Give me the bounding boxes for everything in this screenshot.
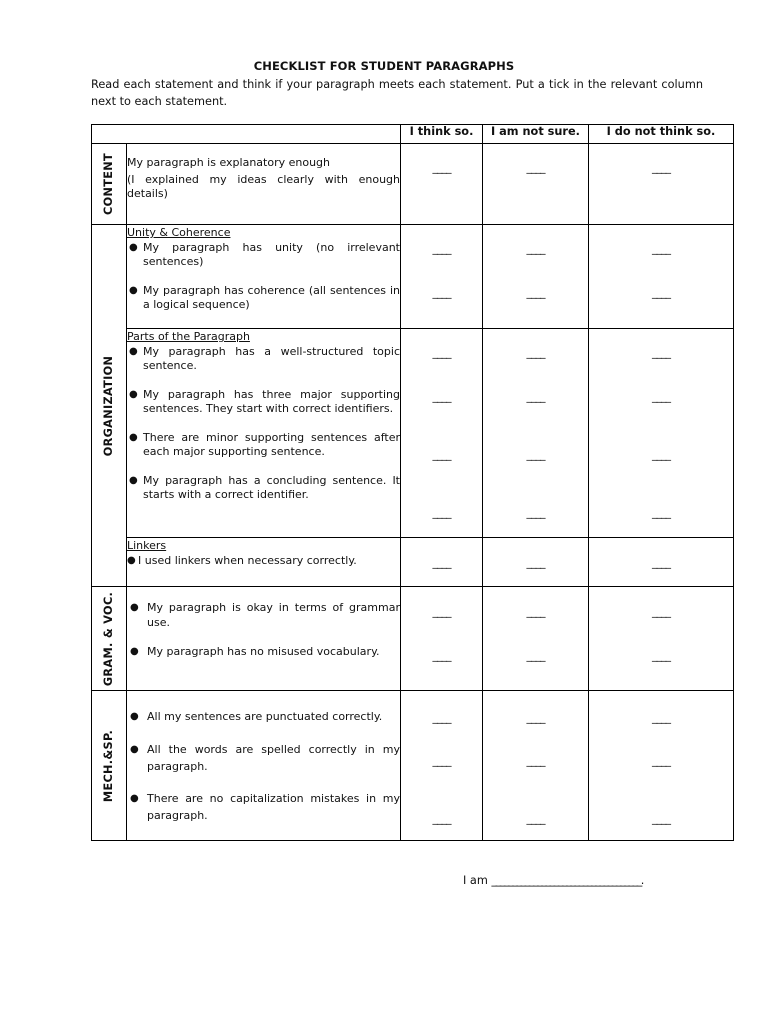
answer-blank: ____ (432, 812, 451, 825)
list-item (127, 554, 400, 569)
list-item (127, 241, 400, 270)
answer-cell[interactable] (483, 538, 589, 587)
statement-text: My paragraph has a concluding sentence. It starts with a correct identifier. (143, 473, 400, 501)
column-header-not-sure: I am not sure. (483, 125, 589, 144)
answer-cell[interactable] (589, 587, 734, 691)
answer-blank: ____ (652, 649, 670, 662)
list-item (127, 474, 400, 503)
subheading-linkers: Linkers (127, 539, 167, 552)
bullet-icon: ● (129, 388, 138, 400)
answer-blank: ____ (432, 649, 451, 662)
answer-cell[interactable] (589, 691, 734, 841)
answer-blank: ____ (526, 649, 545, 662)
header-row (92, 125, 734, 144)
answer-blank: ____ (652, 812, 670, 825)
bullet-icon: ● (127, 554, 136, 566)
statement-text: My paragraph has no misused vocabulary. (147, 645, 380, 658)
answer-blank: ____ (432, 286, 451, 299)
answer-blank: ____ (652, 346, 670, 359)
parts-row (92, 329, 734, 538)
statement-text: I used linkers when necessary correctly. (138, 553, 357, 567)
statement-text: My paragraph has three major supporting sentences. They start with correct identifiers. (143, 387, 400, 415)
answer-blank: ____ (652, 556, 670, 569)
list-item (127, 345, 400, 374)
parts-statement (127, 329, 401, 538)
answer-blank: ____ (432, 506, 451, 519)
answer-blank: ____ (526, 812, 545, 825)
list-item (127, 431, 400, 460)
category-label-mech-sp: MECH.&SP. (101, 729, 115, 802)
answer-blank: ____ (526, 390, 545, 403)
answer-blank: ____ (432, 161, 451, 174)
answer-blank: ____ (432, 556, 451, 569)
answer-blank: ____ (526, 286, 545, 299)
name-blank[interactable]: ____________________________________. (491, 874, 643, 887)
answer-cell[interactable] (401, 538, 483, 587)
content-row (92, 144, 734, 225)
statement-text: There are no capitalization mistakes in my paragraph. (147, 792, 400, 822)
category-label-content: CONTENT (101, 152, 115, 216)
category-gram-voc (92, 587, 127, 691)
answer-cell[interactable] (401, 144, 483, 225)
answer-cell[interactable] (401, 587, 483, 691)
answer-blank: ____ (432, 605, 451, 618)
answer-cell[interactable] (483, 691, 589, 841)
answer-cell[interactable] (401, 329, 483, 538)
linkers-statement (127, 538, 401, 587)
unity-row (92, 225, 734, 329)
gram-statement (127, 587, 401, 691)
statement-text: (I explained my ideas clearly with enough details) (127, 172, 400, 200)
list-item (127, 790, 400, 824)
bullet-icon: ● (130, 602, 139, 613)
answer-blank: ____ (526, 242, 545, 255)
answer-cell[interactable] (401, 225, 483, 329)
statement-text: My paragraph is explanatory enough (127, 156, 331, 169)
statement-text: My paragraph is okay in terms of grammar use. (147, 601, 400, 629)
bullet-icon: ● (129, 241, 138, 253)
answer-blank: ____ (526, 346, 545, 359)
subheading-unity: Unity & Coherence (127, 226, 231, 239)
list-item (127, 284, 400, 313)
answer-blank: ____ (526, 754, 545, 767)
answer-blank: ____ (526, 506, 545, 519)
list-item (127, 601, 400, 630)
answer-blank: ____ (526, 161, 545, 174)
statement-text: There are minor supporting sentences after each major supporting sentence. (143, 430, 400, 458)
bullet-icon: ● (129, 474, 138, 486)
answer-blank: ____ (652, 448, 670, 461)
category-label-gram-voc: GRAM. & VOC. (101, 591, 115, 686)
category-label-organization: ORGANIZATION (101, 355, 115, 456)
list-item (127, 708, 400, 725)
bullet-icon: ● (130, 793, 139, 804)
answer-blank: ____ (652, 286, 670, 299)
answer-blank: ____ (526, 605, 545, 618)
statement-text: My paragraph has unity (no irrelevant sentences) (143, 240, 400, 268)
answer-cell[interactable] (483, 144, 589, 225)
statement-text: My paragraph has a well-structured topic sentence. (143, 344, 400, 372)
answer-blank: ____ (432, 754, 451, 767)
category-organization (92, 225, 127, 587)
answer-cell[interactable] (401, 691, 483, 841)
statement-text: All the words are spelled correctly in my paragraph. (147, 743, 400, 773)
page-title: CHECKLIST FOR STUDENT PARAGRAPHS (253, 59, 515, 73)
unity-statement (127, 225, 401, 329)
answer-blank: ____ (526, 711, 545, 724)
answer-blank: ____ (432, 242, 451, 255)
header-empty-cell (92, 125, 401, 144)
answer-blank: ____ (432, 390, 451, 403)
answer-blank: ____ (432, 711, 451, 724)
category-mech-sp (92, 691, 127, 841)
answer-blank: ____ (652, 242, 670, 255)
answer-cell[interactable] (589, 538, 734, 587)
bullet-icon: ● (129, 345, 138, 357)
list-item (127, 388, 400, 417)
linkers-row (92, 538, 734, 587)
category-content (92, 144, 127, 225)
answer-blank: ____ (652, 605, 670, 618)
answer-blank: ____ (652, 711, 670, 724)
statement-text: My paragraph has coherence (all sentences in a logical sequence) (143, 283, 400, 311)
answer-blank: ____ (432, 346, 451, 359)
footer-prefix: I am (463, 874, 488, 887)
answer-cell[interactable] (589, 329, 734, 538)
mech-row (92, 691, 734, 841)
answer-blank: ____ (652, 390, 670, 403)
bullet-icon: ● (130, 711, 139, 722)
list-item (127, 645, 400, 660)
answer-cell[interactable] (589, 225, 734, 329)
statement-text: All my sentences are punctuated correctly. (147, 710, 383, 723)
answer-blank: ____ (652, 754, 670, 767)
answer-cell[interactable] (483, 225, 589, 329)
column-header-do-not-think: I do not think so. (589, 125, 734, 144)
answer-blank: ____ (432, 448, 451, 461)
answer-blank: ____ (652, 161, 670, 174)
subheading-parts: Parts of the Paragraph (127, 330, 250, 343)
bullet-icon: ● (130, 744, 139, 755)
mech-statement (127, 691, 401, 841)
answer-blank: ____ (652, 506, 670, 519)
answer-blank: ____ (526, 556, 545, 569)
bullet-icon: ● (129, 431, 138, 443)
answer-cell[interactable] (483, 329, 589, 538)
answer-cell[interactable] (589, 144, 734, 225)
answer-cell[interactable] (483, 587, 589, 691)
instructions: Read each statement and think if your paragraph meets each statement. Put a tick in the relevant column next to each statement. (91, 78, 703, 108)
column-header-think-so: I think so. (401, 125, 483, 144)
content-statement (127, 144, 401, 225)
self-assessment-line (463, 874, 643, 887)
answer-blank: ____ (526, 448, 545, 461)
list-item (127, 741, 400, 775)
checklist-table (91, 124, 734, 841)
gram-row (92, 587, 734, 691)
bullet-icon: ● (130, 646, 139, 657)
bullet-icon: ● (129, 284, 138, 296)
